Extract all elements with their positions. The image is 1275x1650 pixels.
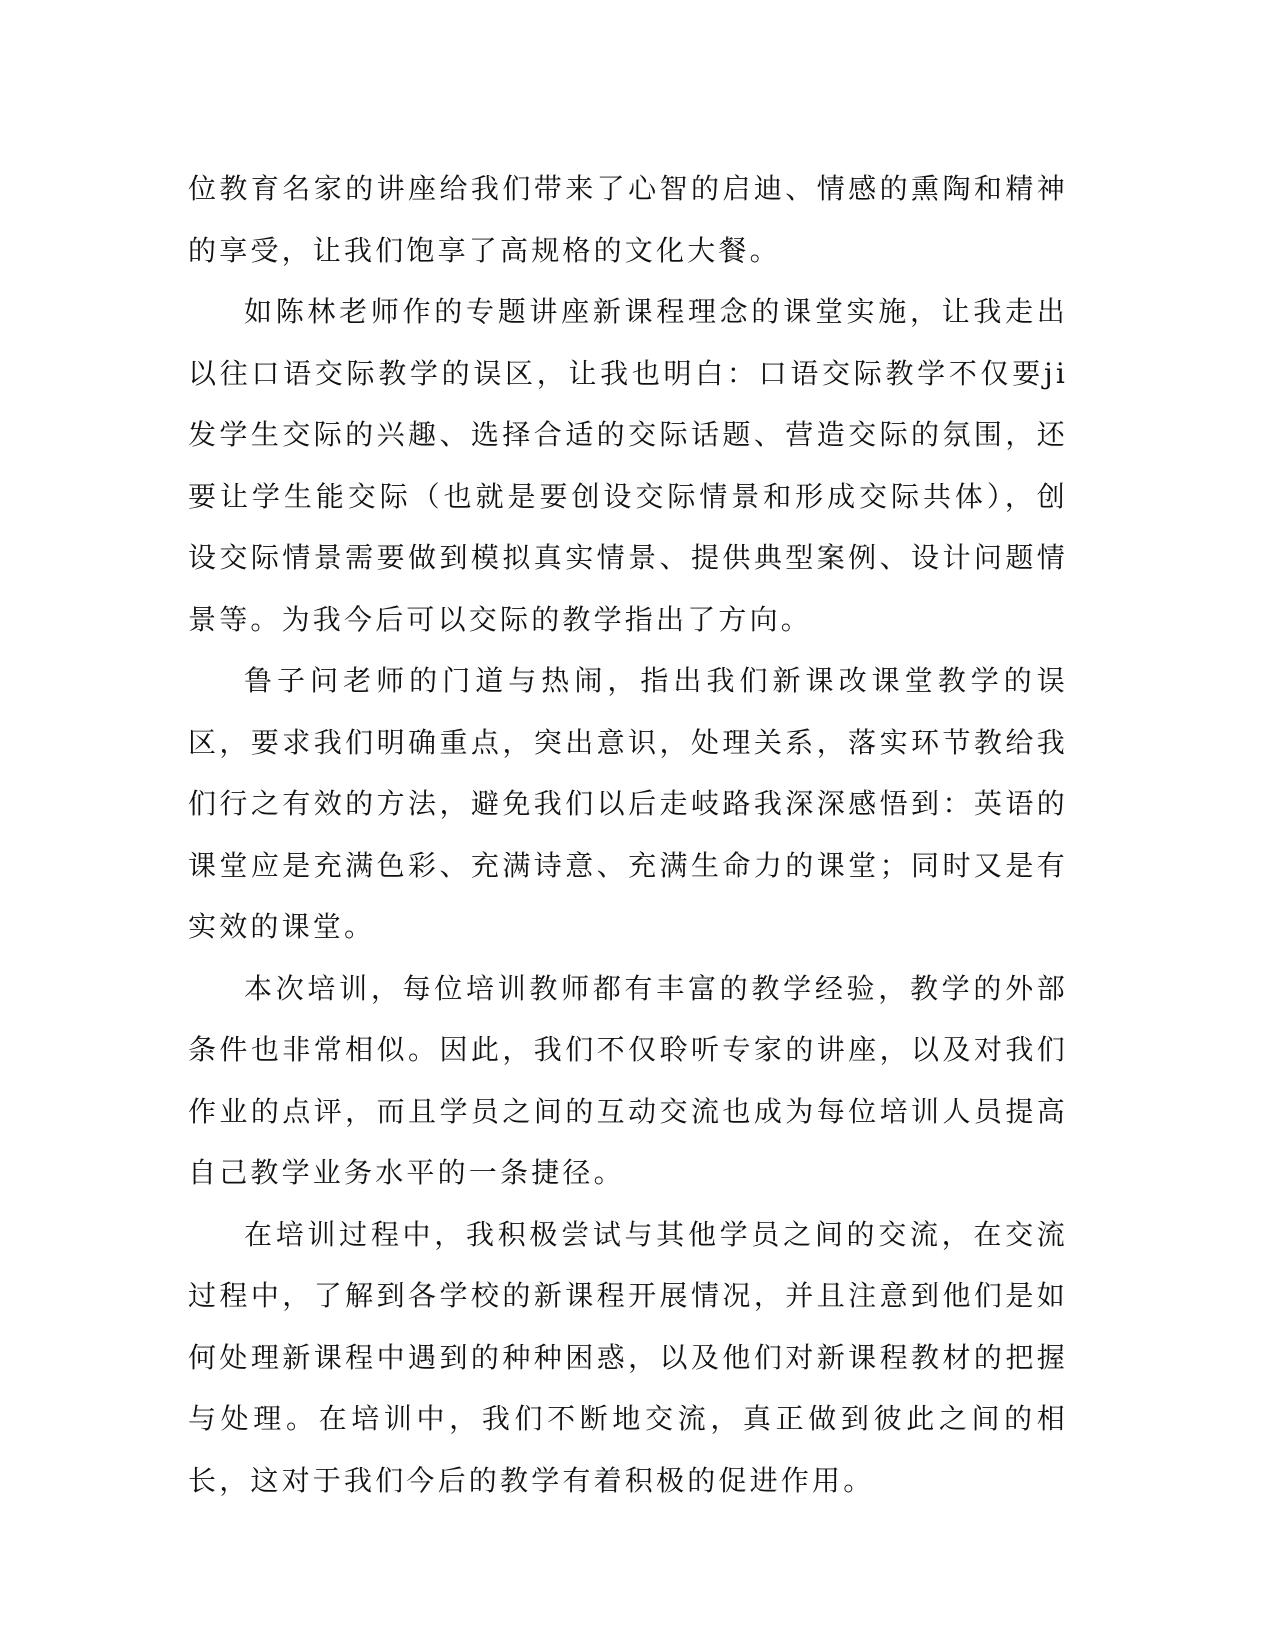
paragraph-1: 位教育名家的讲座给我们带来了心智的启迪、情感的熏陶和精神的享受，让我们饱享了高规格的文化大餐。 — [188, 172, 1068, 267]
document-body — [188, 158, 1068, 1511]
paragraph-2: 如陈林老师作的专题讲座新课程理念的课堂实施，让我走出以往口语交际教学的误区，让我也明白：口语交际教学不仅要ji发学生交际的兴趣、选择合适的交际话题、营造交际的氛围，还要让学生能交际（也就是要创设交际情景和形成交际共体），创设交际情景需要做到模拟真实情景、提供典型案例、设计问题情景等。为我今后可以交际的教学指出了方向。 — [188, 295, 1068, 636]
paragraph-5: 在培训过程中，我积极尝试与其他学员之间的交流，在交流过程中，了解到各学校的新课程开展情况，并且注意到他们是如何处理新课程中遇到的种种困惑，以及他们对新课程教材的把握与处理。在培训中，我们不断地交流，真正做到彼此之间的相长，这对于我们今后的教学有着积极的促进作用。 — [188, 1217, 1068, 1497]
paragraph-3: 鲁子问老师的门道与热闹，指出我们新课改课堂教学的误区，要求我们明确重点，突出意识，处理关系，落实环节教给我们行之有效的方法，避免我们以后走岐路我深深感悟到：英语的课堂应是充满色彩、充满诗意、充满生命力的课堂；同时又是有实效的课堂。 — [188, 664, 1068, 943]
paragraph-4: 本次培训，每位培训教师都有丰富的教学经验，教学的外部条件也非常相似。因此，我们不仅聆听专家的讲座，以及对我们作业的点评，而且学员之间的互动交流也成为每位培训人员提高自己教学业务水平的一条捷径。 — [188, 971, 1068, 1189]
